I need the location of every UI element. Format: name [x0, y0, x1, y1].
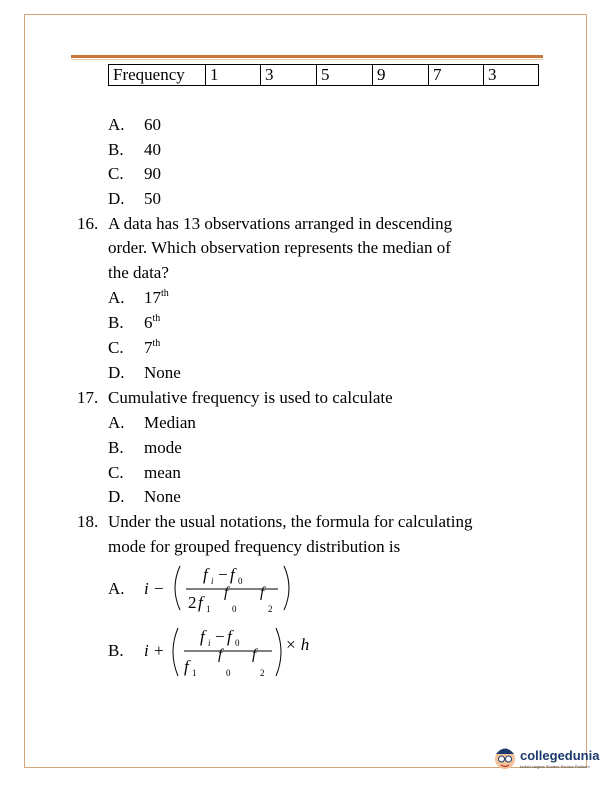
- option-a: A. 60: [108, 115, 161, 134]
- num-f0: f: [227, 627, 232, 646]
- num-f0-sub: 0: [238, 576, 243, 586]
- num-fi-sub: i: [211, 576, 214, 586]
- mascot-hair-icon: [496, 749, 514, 755]
- den-f1-sub: 1: [192, 668, 197, 678]
- den-f2: f: [260, 585, 265, 601]
- den-2: 2: [188, 593, 197, 612]
- table-cell: 1: [206, 65, 261, 86]
- table-cell-label: Frequency: [109, 65, 206, 86]
- footer-rule: [24, 767, 494, 768]
- table-cell: 9: [373, 65, 429, 86]
- den-f1: f: [198, 593, 203, 612]
- den-f0-sub: 0: [226, 668, 231, 678]
- den-f2: f: [252, 647, 257, 663]
- option-c: C. mean: [108, 463, 181, 482]
- formula-prefix: i −: [144, 579, 165, 598]
- formula-letter: A.: [108, 579, 125, 598]
- den-f2-sub: 2: [260, 668, 265, 678]
- den-f1: f: [184, 657, 189, 676]
- question-text: Cumulative frequency is used to calculate: [108, 388, 393, 407]
- option-c: C. 7th: [108, 338, 161, 357]
- formula-b: [100, 622, 340, 682]
- header-rule-thin: [71, 59, 543, 60]
- num-fi: f: [203, 565, 208, 584]
- question-number: 18.: [77, 512, 99, 531]
- right-paren: [276, 628, 281, 676]
- question-text: Under the usual notations, the formula for calculating: [108, 512, 473, 531]
- formula-prefix: i +: [144, 641, 165, 660]
- brand-name: collegedunia: [520, 748, 600, 763]
- question-text: order. Which observation represents the median of: [108, 238, 451, 257]
- den-f1-sub: 1: [206, 604, 211, 614]
- header-rule: [71, 55, 543, 58]
- formula-letter: B.: [108, 641, 124, 660]
- frequency-table: [108, 64, 539, 86]
- option-a: A. Median: [108, 413, 196, 432]
- table-row: [109, 65, 539, 86]
- question-text: mode for grouped frequency distribution is: [108, 537, 401, 556]
- table-cell: 7: [429, 65, 484, 86]
- den-f0: f: [224, 585, 229, 601]
- option-d: D. 50: [108, 189, 161, 208]
- formula-a: [100, 558, 320, 618]
- brand-tagline: India's largest Student Review Platform: [520, 764, 590, 769]
- table-cell: 5: [317, 65, 373, 86]
- table-cell: 3: [484, 65, 539, 86]
- den-f2-sub: 2: [268, 604, 273, 614]
- num-f0-sub: 0: [235, 638, 240, 648]
- question-text: A data has 13 observations arranged in descending: [108, 214, 453, 233]
- den-f0: f: [218, 647, 223, 663]
- right-paren: [284, 566, 289, 610]
- num-f0: f: [230, 565, 235, 584]
- num-fi-sub: i: [208, 638, 211, 648]
- option-c: C. 90: [108, 164, 161, 183]
- left-paren: [173, 628, 178, 676]
- num-minus: −: [218, 565, 228, 584]
- num-fi: f: [200, 627, 205, 646]
- question-number: 16.: [77, 214, 99, 233]
- option-b: B. 40: [108, 140, 161, 159]
- option-a: A. 17th: [108, 288, 169, 307]
- question-text: the data?: [108, 263, 169, 282]
- option-d: D. None: [108, 363, 181, 382]
- num-minus: −: [215, 627, 225, 646]
- table-cell: 3: [261, 65, 317, 86]
- left-paren: [175, 566, 180, 610]
- question-number: 17.: [77, 388, 99, 407]
- option-b: B. mode: [108, 438, 182, 457]
- option-d: D. None: [108, 487, 181, 506]
- formula-suffix: × h: [285, 635, 310, 654]
- den-f0-sub: 0: [232, 604, 237, 614]
- option-b: B. 6th: [108, 313, 161, 332]
